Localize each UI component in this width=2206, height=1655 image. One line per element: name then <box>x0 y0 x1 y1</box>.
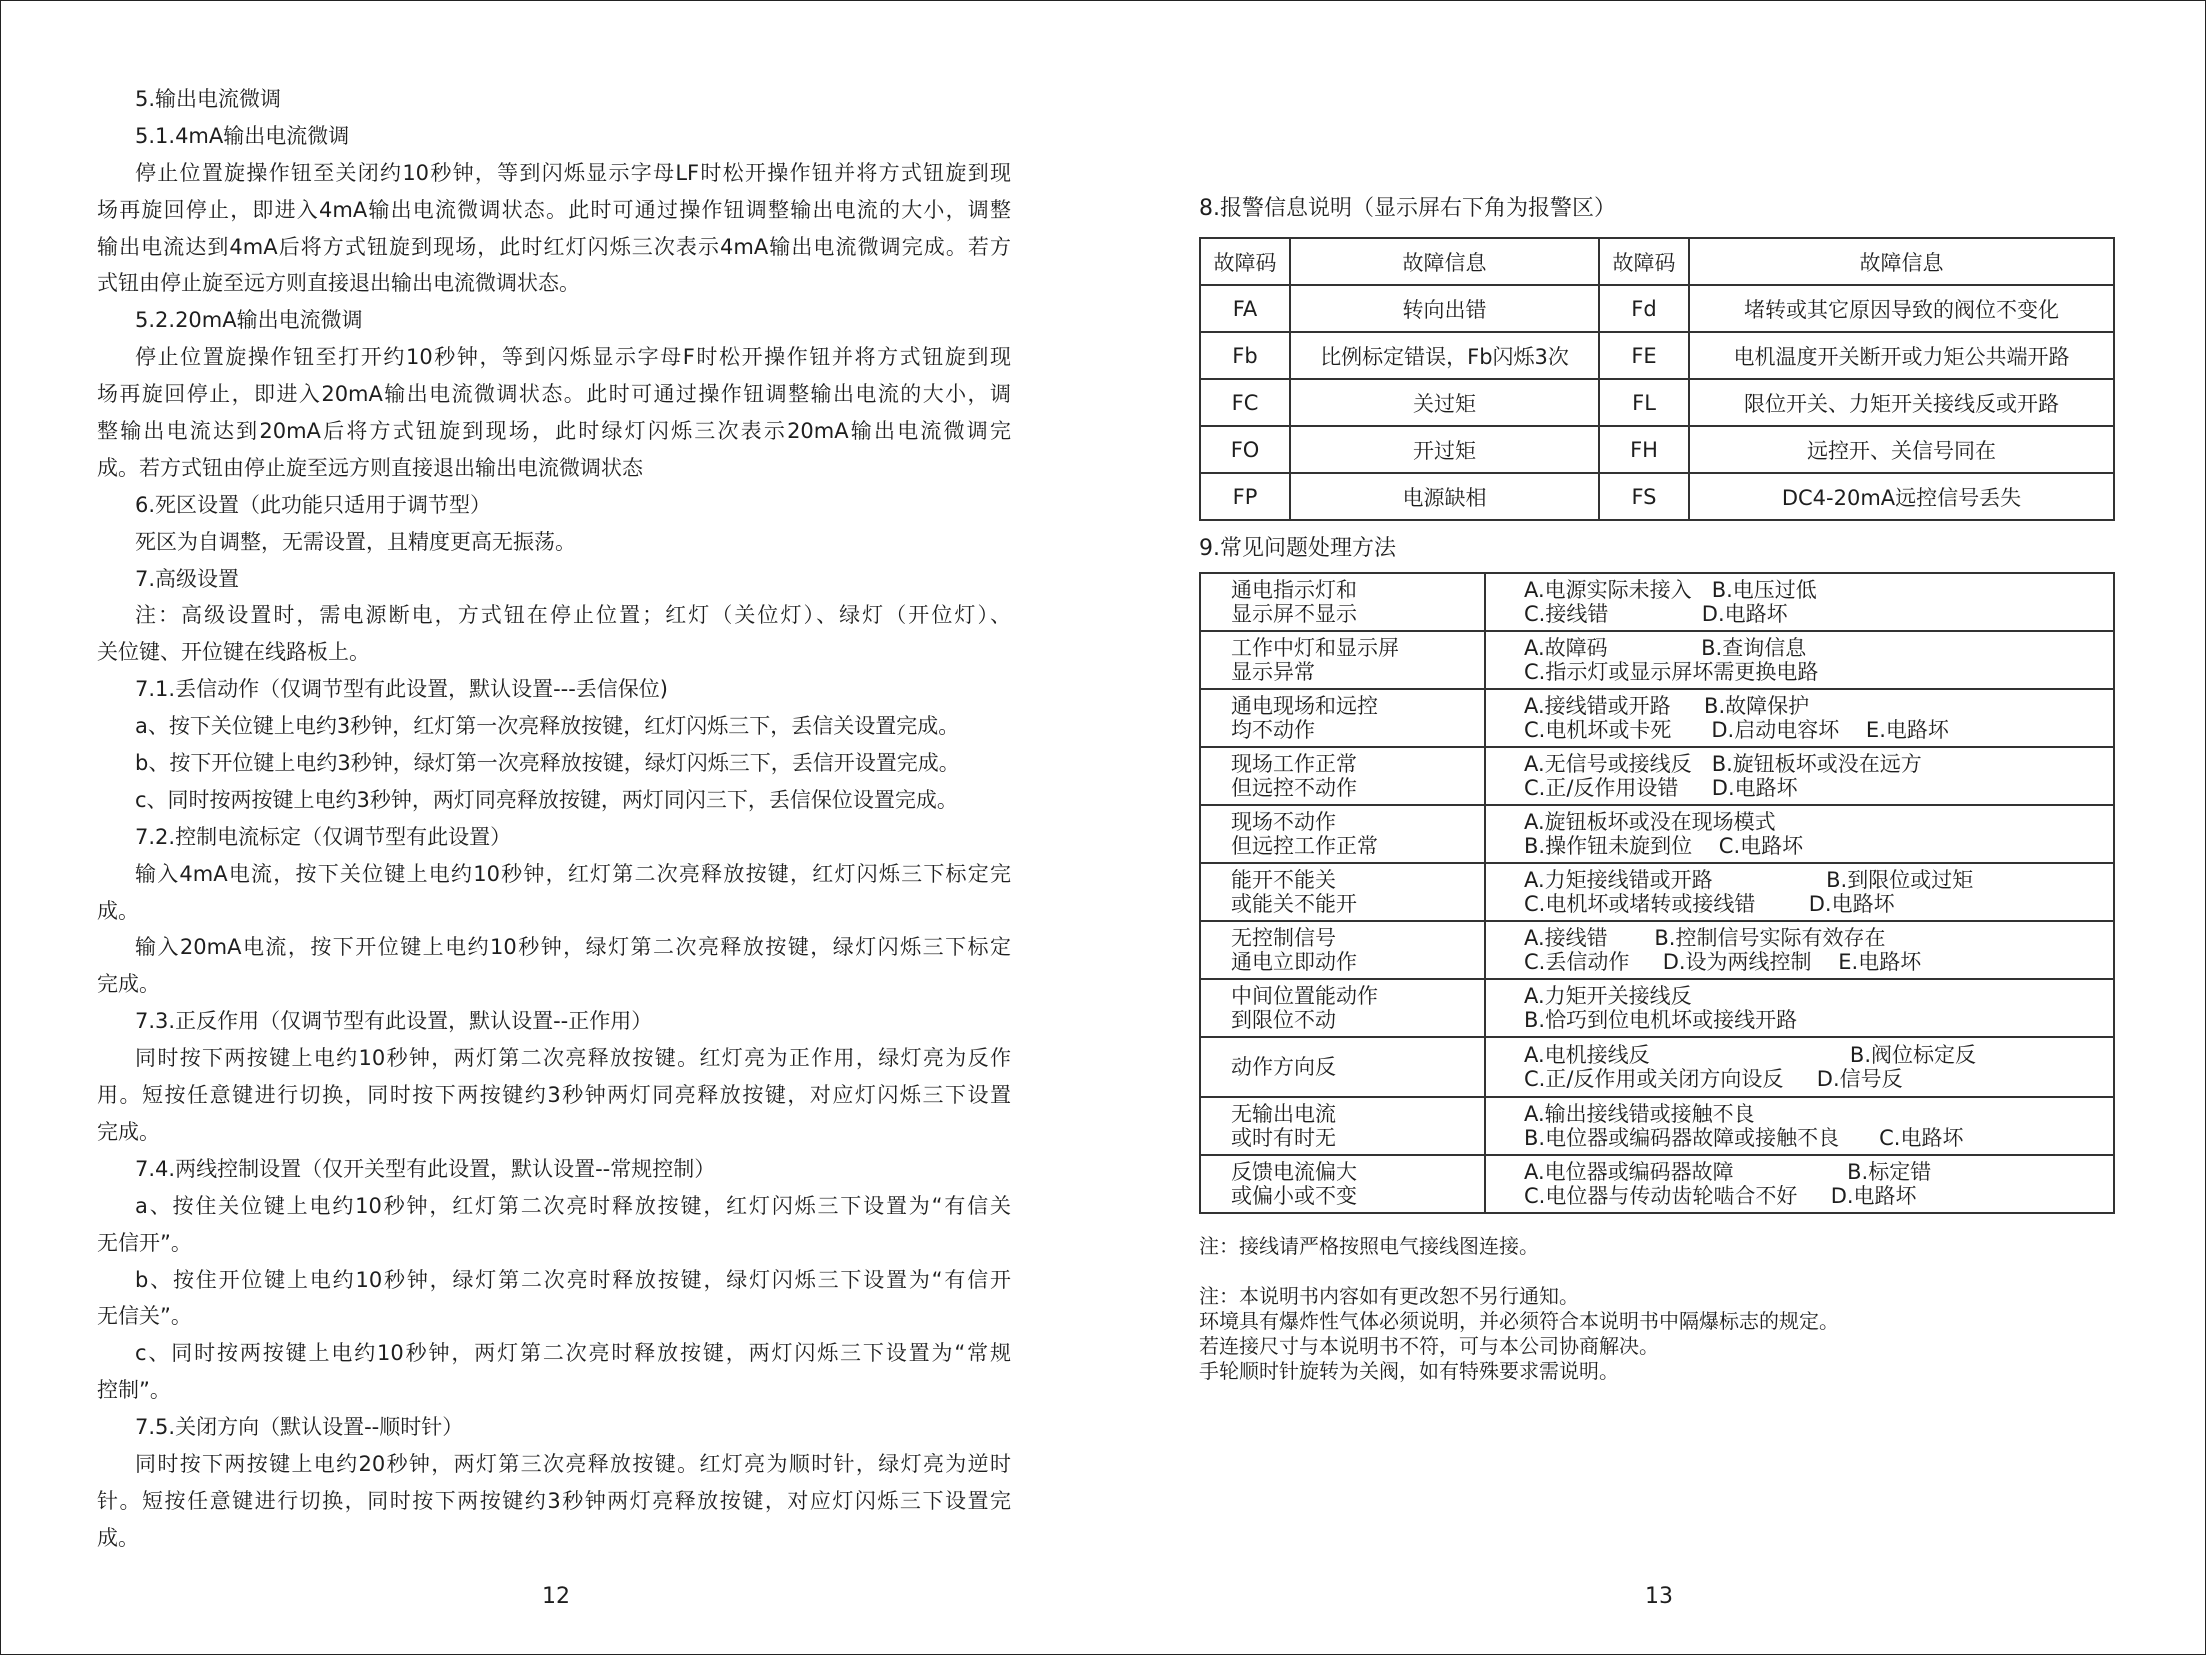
faq-solution <box>1485 863 2114 921</box>
fault-code: FC <box>1200 379 1290 426</box>
faq-problem-line: 到限位不动 <box>1231 1008 1336 1032</box>
faq-problem <box>1200 1155 1485 1213</box>
text-line: 场再旋回停止，即进入4mA输出电流微调状态。此时可通过操作钮调整输出电流的大小，调整 <box>97 197 1011 222</box>
page-number-right: 13 <box>1645 1584 1673 1609</box>
fault-message: 远控开、关信号同在 <box>1689 426 2114 473</box>
text-line: 死区为自调整，无需设置，且精度更高无振荡。 <box>135 529 576 554</box>
header-info-1: 故障信息 <box>1290 238 1599 285</box>
text-line: 同时按下两按键上电约20秒钟，两灯第三次亮释放按键。红灯亮为顺时针，绿灯亮为逆时 <box>135 1451 1011 1476</box>
text-line: 用。短按任意键进行切换，同时按下两按键约3秒钟两灯同亮释放按键，对应灯闪烁三下设置 <box>97 1083 1011 1108</box>
faq-solution-line: C.接线错 D.电路坏 <box>1524 602 1788 626</box>
faq-solution-line: A.旋钮板坏或没在现场模式 <box>1524 810 1776 834</box>
fault-message: 转向出错 <box>1290 285 1599 332</box>
faq-problem <box>1200 1097 1485 1155</box>
text-line: 停止位置旋操作钮至打开约10秒钟，等到闪烁显示字母F时松开操作钮并将方式钮旋到现 <box>135 345 1011 370</box>
faq-solution <box>1485 689 2114 747</box>
fault-message: 限位开关、力矩开关接线反或开路 <box>1689 379 2114 426</box>
text-line: 成。若方式钮由停止旋至远方则直接退出输出电流微调状态 <box>97 455 643 480</box>
fault-code: FH <box>1599 426 1689 473</box>
faq-solution <box>1485 805 2114 863</box>
fault-code: FE <box>1599 332 1689 379</box>
fault-message: 电机温度开关断开或力矩公共端开路 <box>1689 332 2114 379</box>
faq-problem <box>1200 747 1485 805</box>
alarm-row <box>1200 426 2114 473</box>
faq-table <box>1199 572 2115 1214</box>
text-line: 关位键、开位键在线路板上。 <box>97 640 370 665</box>
text-line: c、同时按两按键上电约10秒钟，两灯第二次亮时释放按键，两灯闪烁三下设置为“常规 <box>135 1341 1011 1366</box>
faq-solution-line: C.电机坏或卡死 D.启动电容坏 E.电路坏 <box>1524 718 1949 742</box>
text-line: 输入20mA电流，按下开位键上电约10秒钟，绿灯第二次亮释放按键，绿灯闪烁三下标定 <box>135 935 1011 960</box>
faq-row <box>1200 1097 2114 1155</box>
faq-solution-line: A.力矩接线错或开路 B.到限位或过矩 <box>1524 868 1974 892</box>
faq-solution-line: B.操作钮未旋到位 C.电路坏 <box>1524 834 1804 858</box>
faq-row <box>1200 631 2114 689</box>
faq-solution <box>1485 1097 2114 1155</box>
faq-problem-line: 无输出电流 <box>1231 1102 1336 1126</box>
fault-code: Fb <box>1200 332 1290 379</box>
note-line: 注：本说明书内容如有更改恕不另行通知。 <box>1199 1284 1579 1308</box>
faq-solution-line: A.电源实际未接入 B.电压过低 <box>1524 578 1817 602</box>
faq-problem-line: 但远控工作正常 <box>1231 834 1378 858</box>
faq-row <box>1200 805 2114 863</box>
note-line: 若连接尺寸与本说明书不符，可与本公司协商解决。 <box>1199 1334 1659 1358</box>
faq-problem-line: 能开不能关 <box>1231 868 1336 892</box>
faq-row <box>1200 573 2114 631</box>
fault-code: FA <box>1200 285 1290 332</box>
text-line: 输入4mA电流，按下关位键上电约10秒钟，红灯第二次亮释放按键，红灯闪烁三下标定完 <box>135 861 1011 886</box>
faq-solution <box>1485 921 2114 979</box>
text-line: 7.2.控制电流标定（仅调节型有此设置） <box>135 824 512 849</box>
header-code-1: 故障码 <box>1200 238 1290 285</box>
faq-solution <box>1485 631 2114 689</box>
faq-row <box>1200 747 2114 805</box>
fault-message: 比例标定错误，Fb闪烁3次 <box>1290 332 1599 379</box>
faq-solution <box>1485 1155 2114 1213</box>
text-line: 同时按下两按键上电约10秒钟，两灯第二次亮释放按键。红灯亮为正作用，绿灯亮为反作 <box>135 1046 1011 1071</box>
alarm-row <box>1200 332 2114 379</box>
text-line: 成。 <box>97 898 139 923</box>
faq-solution-line: A.接线错 B.控制信号实际有效存在 <box>1524 926 1886 950</box>
faq-problem <box>1200 979 1485 1037</box>
text-line: 6.死区设置（此功能只适用于调节型） <box>135 492 492 517</box>
faq-solution-line: A.力矩开关接线反 <box>1524 984 1692 1008</box>
text-line: 5.2.20mA输出电流微调 <box>135 308 363 333</box>
faq-problem <box>1200 573 1485 631</box>
fault-code: FL <box>1599 379 1689 426</box>
text-line: 停止位置旋操作钮至关闭约10秒钟，等到闪烁显示字母LF时松开操作钮并将方式钮旋到现 <box>135 160 1011 185</box>
text-line: 7.1.丢信动作（仅调节型有此设置，默认设置---丢信保位) <box>135 677 668 702</box>
fault-code: FS <box>1599 473 1689 520</box>
faq-solution-line: C.正/反作用或关闭方向设反 D.信号反 <box>1524 1067 1903 1091</box>
text-line: c、同时按两按键上电约3秒钟，两灯同亮释放按键，两灯同闪三下，丢信保位设置完成。 <box>135 787 958 812</box>
faq-problem <box>1200 805 1485 863</box>
faq-problem-line: 或时有时无 <box>1231 1126 1336 1150</box>
text-line: 整输出电流达到20mA后将方式钮旋到现场，此时绿灯闪烁三次表示20mA输出电流微调完 <box>97 419 1011 444</box>
faq-solution-line: C.丢信动作 D.设为两线控制 E.电路坏 <box>1524 950 1922 974</box>
faq-problem <box>1200 863 1485 921</box>
faq-problem <box>1200 921 1485 979</box>
faq-solution-line: C.正/反作用设错 D.电路坏 <box>1524 776 1798 800</box>
fault-code: FP <box>1200 473 1290 520</box>
text-line: 注：高级设置时，需电源断电，方式钮在停止位置；红灯（关位灯）、绿灯（开位灯）、 <box>135 603 1011 628</box>
left-page-body <box>97 81 1011 1557</box>
left-page <box>97 1 1011 1654</box>
note-line: 手轮顺时针旋转为关阀，如有特殊要求需说明。 <box>1199 1359 1619 1383</box>
faq-problem-line: 显示屏不显示 <box>1231 602 1357 626</box>
faq-solution-line: C.电位器与传动齿轮啮合不好 D.电路坏 <box>1524 1184 1917 1208</box>
text-line: 7.3.正反作用（仅调节型有此设置，默认设置--正作用） <box>135 1009 653 1034</box>
faq-row <box>1200 1155 2114 1213</box>
faq-problem-line: 通电立即动作 <box>1231 950 1357 974</box>
fault-message: 堵转或其它原因导致的阀位不变化 <box>1689 285 2114 332</box>
text-line: 5.1.4mA输出电流微调 <box>135 123 350 148</box>
faq-problem <box>1200 631 1485 689</box>
faq-solution-line: A.输出接线错或接触不良 <box>1524 1102 1755 1126</box>
faq-solution-line: A.故障码 B.查询信息 <box>1524 636 1807 660</box>
alarm-table <box>1199 237 2115 521</box>
text-line: 控制”。 <box>97 1378 171 1403</box>
faq-row <box>1200 1037 2114 1097</box>
faq-section-title: 9.常见问题处理方法 <box>1199 536 1396 561</box>
faq-row <box>1200 689 2114 747</box>
header-info-2: 故障信息 <box>1689 238 2114 285</box>
faq-solution-line: A.电机接线反 B.阀位标定反 <box>1524 1043 1977 1067</box>
text-line: a、按住关位键上电约10秒钟，红灯第二次亮时释放按键，红灯闪烁三下设置为“有信关 <box>135 1193 1011 1218</box>
text-line: 完成。 <box>97 1119 160 1144</box>
text-line: 5.输出电流微调 <box>135 87 282 111</box>
text-line: 无信关”。 <box>97 1304 192 1329</box>
text-line: 针。短按任意键进行切换，同时按下两按键约3秒钟两灯亮释放按键，对应灯闪烁三下设置完 <box>97 1488 1011 1513</box>
alarm-table-header <box>1200 238 2114 285</box>
faq-solution-line: A.接线错或开路 B.故障保护 <box>1524 694 1810 718</box>
faq-problem-line: 显示异常 <box>1231 660 1315 684</box>
faq-problem-line: 中间位置能动作 <box>1231 984 1378 1008</box>
note-line: 环境具有爆炸性气体必须说明，并必须符合本说明书中隔爆标志的规定。 <box>1199 1309 1839 1333</box>
page-number-left: 12 <box>542 1584 570 1609</box>
text-line: b、按下开位键上电约3秒钟，绿灯第一次亮释放按键，绿灯闪烁三下，丢信开设置完成。 <box>135 751 960 776</box>
faq-row <box>1200 863 2114 921</box>
text-line: a、按下关位键上电约3秒钟，红灯第一次亮释放按键，红灯闪烁三下，丢信关设置完成。 <box>135 714 960 739</box>
faq-solution-line: C.电机坏或堵转或接线错 D.电路坏 <box>1524 892 1895 916</box>
faq-row <box>1200 979 2114 1037</box>
faq-solution <box>1485 747 2114 805</box>
faq-solution <box>1485 979 2114 1037</box>
text-line: b、按住开位键上电约10秒钟，绿灯第二次亮时释放按键，绿灯闪烁三下设置为“有信开 <box>135 1267 1011 1292</box>
fault-code: FO <box>1200 426 1290 473</box>
faq-problem <box>1200 689 1485 747</box>
fault-message: DC4-20mA远控信号丢失 <box>1689 473 2114 520</box>
text-line: 场再旋回停止，即进入20mA输出电流微调状态。此时可通过操作钮调整输出电流的大小，调 <box>97 382 1011 407</box>
alarm-row <box>1200 285 2114 332</box>
header-code-2: 故障码 <box>1599 238 1689 285</box>
faq-problem-line: 现场工作正常 <box>1231 752 1357 776</box>
faq-solution-line: A.无信号或接线反 B.旋钮板坏或没在远方 <box>1524 752 1922 776</box>
fault-code: Fd <box>1599 285 1689 332</box>
text-line: 无信开”。 <box>97 1230 192 1255</box>
faq-solution <box>1485 573 2114 631</box>
alarm-row <box>1200 379 2114 426</box>
faq-problem-line: 无控制信号 <box>1231 926 1336 950</box>
faq-solution-line: C.指示灯或显示屏坏需更换电路 <box>1524 660 1819 684</box>
right-page <box>1198 1 2113 1654</box>
faq-row <box>1200 921 2114 979</box>
faq-problem-line: 工作中灯和显示屏 <box>1231 636 1399 660</box>
faq-problem-line: 动作方向反 <box>1231 1055 1336 1079</box>
fault-message: 电源缺相 <box>1290 473 1599 520</box>
faq-problem-line: 通电指示灯和 <box>1231 578 1357 602</box>
text-line: 式钮由停止旋至远方则直接退出输出电流微调状态。 <box>97 271 580 296</box>
text-line: 输出电流达到4mA后将方式钮旋到现场，此时红灯闪烁三次表示4mA输出电流微调完成。若方 <box>97 234 1011 259</box>
faq-problem-line: 均不动作 <box>1231 718 1315 742</box>
alarm-row <box>1200 473 2114 520</box>
wiring-note: 注：接线请严格按照电气接线图连接。 <box>1199 1234 1539 1258</box>
faq-problem-line: 现场不动作 <box>1231 810 1336 834</box>
faq-solution-line: A.电位器或编码器故障 B.标定错 <box>1524 1160 1932 1184</box>
alarm-section-title: 8.报警信息说明（显示屏右下角为报警区） <box>1199 196 1616 221</box>
faq-solution <box>1485 1037 2114 1097</box>
fault-message: 关过矩 <box>1290 379 1599 426</box>
text-line: 成。 <box>97 1525 139 1550</box>
fault-message: 开过矩 <box>1290 426 1599 473</box>
text-line: 7.高级设置 <box>135 566 240 591</box>
faq-problem-line: 反馈电流偏大 <box>1231 1160 1357 1184</box>
faq-problem-line: 或能关不能开 <box>1231 892 1357 916</box>
text-line: 完成。 <box>97 972 160 997</box>
text-line: 7.5.关闭方向（默认设置--顺时针） <box>135 1415 464 1440</box>
notes-block <box>1199 1284 1839 1384</box>
faq-problem-line: 通电现场和远控 <box>1231 694 1378 718</box>
faq-solution-line: B.恰巧到位电机坏或接线开路 <box>1524 1008 1798 1032</box>
faq-problem-line: 或偏小或不变 <box>1231 1184 1357 1208</box>
faq-solution-line: B.电位器或编码器故障或接触不良 C.电路坏 <box>1524 1126 1964 1150</box>
faq-problem-line: 但远控不动作 <box>1231 776 1357 800</box>
text-line: 7.4.两线控制设置（仅开关型有此设置，默认设置--常规控制） <box>135 1156 716 1181</box>
faq-problem <box>1200 1037 1485 1097</box>
